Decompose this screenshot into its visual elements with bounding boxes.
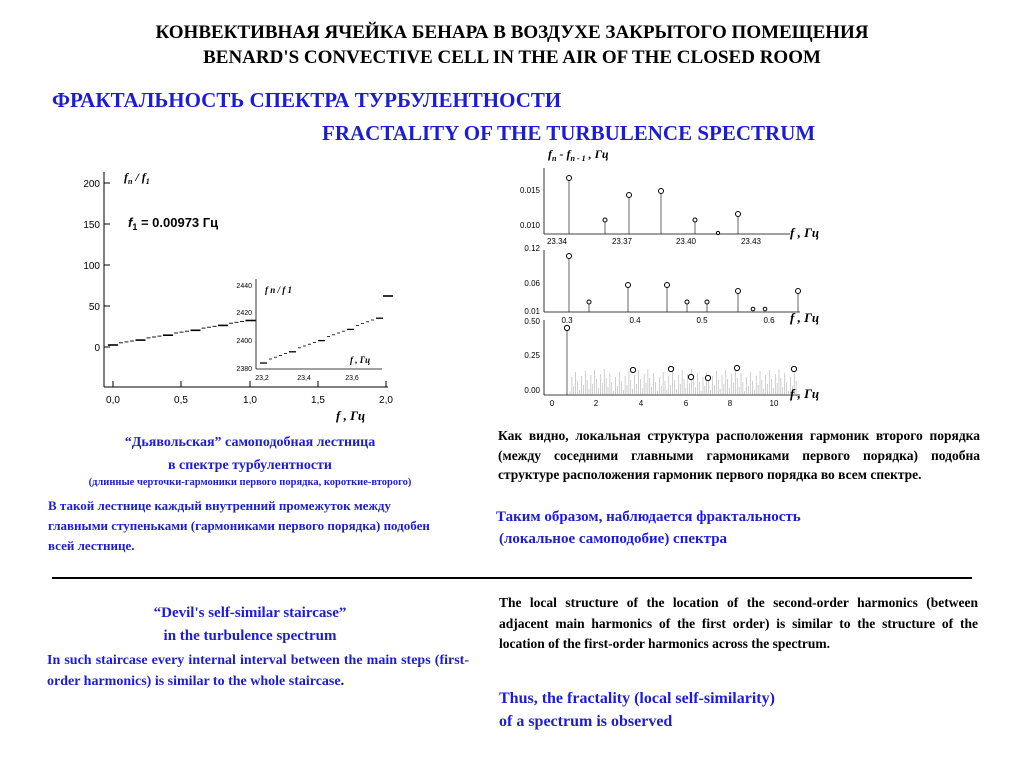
inset-x-tick: 23,6 (345, 375, 359, 382)
panel3-x-tick: 8 (727, 399, 733, 408)
conclusion-ru-2: (локальное самоподобие) спектра (499, 531, 728, 547)
panel-2 (524, 244, 800, 325)
paragraph-en-right: The local structure of the location of the second-order harmonics (between adjacent main harmonics of the first order) is similar to the structure of the location of the first-order harmonics across the spectrum. (499, 595, 978, 651)
panel3-x-tick: 6 (683, 399, 689, 408)
x-axis-label: f , Гц (336, 408, 366, 423)
paragraph-en-left (47, 650, 469, 692)
panel3-y-tick: 0.50 (524, 317, 540, 326)
caption-ru-1: “Дьявольская” самоподобная лестница (124, 435, 376, 450)
panel2-x-tick: 0.4 (629, 316, 641, 325)
panel2-y-tick: 0.12 (524, 244, 540, 253)
panel1-x-label: f , Гц (790, 225, 820, 240)
conclusion-en-1: Thus, the fractality (local self-similarity) (499, 690, 775, 707)
conclusion-ru-1: Таким образом, наблюдается фрактальность (496, 509, 801, 525)
inset-x-tick: 23,2 (255, 375, 269, 382)
staircase-chart (60, 165, 400, 427)
caption-ru-3: (длинные черточки-гармоники первого порядка, короткие-второго) (88, 477, 412, 488)
x-tick-label: 1,5 (311, 395, 325, 406)
paragraph-en-left-period: . (340, 674, 345, 689)
subtitle-en: FRACTALITY OF THE TURBULENCE SPECTRUM (322, 121, 816, 145)
caption-en-1: “Devil's self-similar staircase” (153, 605, 347, 621)
panel3-x-tick: 10 (769, 399, 779, 408)
paragraph-en-left-text: In such staircase every internal interval between the main steps (first-order harmonics) is similar to the whole staircase (47, 653, 469, 689)
harmonics-differences-chart (500, 140, 840, 412)
title-ru: КОНВЕКТИВНАЯ ЯЧЕЙКА БЕНАРА В ВОЗДУХЕ ЗАКРЫТОГО ПОМЕЩЕНИЯ (155, 22, 869, 43)
panel1-x-tick: 23.37 (611, 237, 633, 246)
paragraph-ru-right: Как видно, локальная структура расположения гармоник второго порядка (между соседними главными гармониками первого порядка) подобна структуре расположения гармоник первого порядка во всем спектре. (498, 428, 980, 482)
panel3-y-tick: 0.25 (524, 351, 540, 360)
x-tick-label: 2,0 (379, 395, 393, 406)
y-tick-label: 0 (94, 343, 100, 354)
y-tick-label: 50 (88, 302, 100, 313)
panel1-stems (567, 176, 741, 235)
panel2-x-tick: 0.6 (763, 316, 775, 325)
panel1-y-tick: 0.010 (519, 221, 540, 230)
inset-x-label: f , Гц (350, 355, 371, 365)
divider (52, 577, 972, 579)
panel2-stems (567, 254, 801, 313)
inset-y-tick: 2400 (236, 338, 252, 345)
caption-ru-2: в спектре турбулентности (167, 458, 332, 473)
panel3-x-tick: 2 (593, 399, 599, 408)
y-axis-label: $f_n / f_1$ (124, 170, 150, 186)
panel2-y-tick: 0.06 (524, 279, 540, 288)
panel-1 (520, 168, 790, 246)
inset-chart (236, 279, 383, 382)
right-y-label: $f_n - f_{n - 1}$ , Гц (548, 147, 609, 163)
inset-x-tick: 23,4 (297, 375, 311, 382)
panel1-x-tick: 23.40 (675, 237, 697, 246)
panel2-x-tick: 0.3 (561, 316, 573, 325)
panel2-y-tick: 0.01 (524, 307, 540, 316)
y-tick-label: 100 (83, 261, 100, 272)
x-tick-label: 1,0 (243, 395, 257, 406)
subtitle-ru: ФРАКТАЛЬНОСТЬ СПЕКТРА ТУРБУЛЕНТНОСТИ (52, 88, 562, 112)
y-ticks (83, 179, 110, 354)
panel2-x-label: f , Гц (790, 310, 820, 325)
x-tick-label: 0,5 (174, 395, 188, 406)
panel3-x-tick: 4 (638, 399, 644, 408)
paragraph-ru-left: В такой лестнице каждый внутренний промежуток между главными ступеньками (гармониками первого порядка) подобен всей лестнице. (48, 498, 430, 553)
conclusion-en-2: of a spectrum is observed (499, 713, 673, 730)
panel1-x-tick: 23.34 (546, 237, 568, 246)
panel3-x-label: f , Гц (790, 386, 820, 401)
panel3-y-tick: 0.00 (524, 386, 540, 395)
panel2-x-tick: 0.5 (696, 316, 708, 325)
inset-y-tick: 2420 (236, 310, 252, 317)
x-tick-label: 0,0 (106, 395, 120, 406)
panel1-y-tick: 0.015 (519, 186, 540, 195)
inset-y-tick: 2440 (236, 283, 252, 290)
inset-y-label: f n / f 1 (265, 285, 292, 295)
x-ticks (106, 381, 393, 406)
y-tick-label: 200 (83, 179, 100, 190)
f1-annotation: $f_1 = 0.00973$ Гц (128, 215, 219, 232)
inset-y-tick: 2380 (236, 366, 252, 373)
panel-3 (524, 317, 800, 408)
panel3-noise-stems (570, 369, 796, 395)
panel3-x-tick: 0 (549, 399, 555, 408)
y-tick-label: 150 (83, 220, 100, 231)
title-en: BENARD'S CONVECTIVE CELL IN THE AIR OF THE CLOSED ROOM (203, 47, 821, 68)
panel1-x-tick: 23.43 (740, 237, 762, 246)
caption-en-2: in the turbulence spectrum (163, 628, 337, 644)
